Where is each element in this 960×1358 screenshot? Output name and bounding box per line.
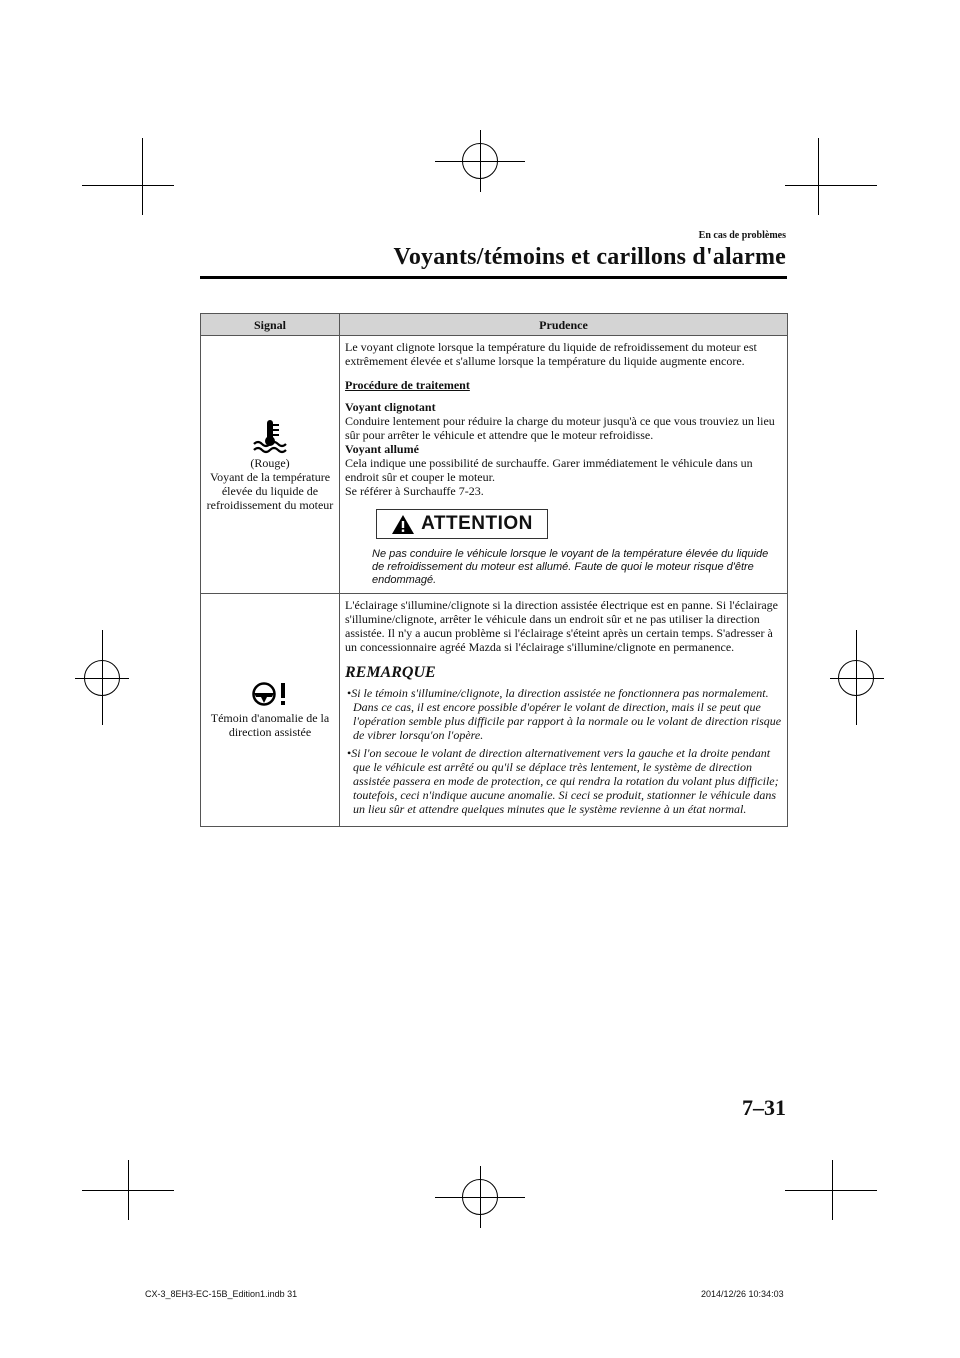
col-signal-header: Signal [201,314,340,336]
row1-intro: Le voyant clignote lorsque la température du liquide de refroidissement du moteur est extrêmement élevée et s'allume lorsque la température du liquide augmente encore. [345,340,757,368]
reference-text: Se référer à Surchauffe 7-23. [345,484,484,498]
bullet-dot: • [347,746,352,760]
attention-label: ATTENTION [421,513,533,534]
attention-text: Ne pas conduire le véhicule lorsque le voyant de la température élevée du liquide de refroidissement du moteur est allumé. Faute de quoi le moteur risque d'être endommagé. [372,548,769,586]
signal-cell [201,594,340,827]
title-rule [200,276,787,279]
signal-name: Voyant de la température élevée du liquide de refroidissement du moteur [206,469,334,512]
page-title: Voyants/témoins et carillons d'alarme [393,244,786,270]
footer-timestamp: 2014/12/26 10:34:03 [701,1289,784,1299]
on-text: Cela indique une possibilité de surchauffe. Garer immédiatement le véhicule dans un endroit sûr et couper le moteur. [345,456,753,484]
power-steering-warning-icon [250,681,290,707]
on-title: Voyant allumé [345,442,419,456]
attention-box [376,509,548,539]
procedure-title: Procédure de traitement [345,378,470,392]
warning-triangle-icon [391,514,415,535]
remarque-bullet [345,746,783,816]
warning-table [200,313,788,827]
prudence-cell [340,336,788,594]
col-prudence-header: Prudence [340,314,788,336]
row2-intro: L'éclairage s'illumine/clignote si la direction assistée électrique est en panne. Si l'éclairage s'illumine/clignote, arrêter le véhicule dans un endroit sûr et ne pas utiliser la direction assistée. Il n'y a aucun problème si l'éclairage s'éteint après un certain temps. S'adresser à un concessionnaire agréé Mazda si l'éclairage s'illumine/clignote en permanence. [345,598,778,654]
table-header [201,314,788,336]
blink-title: Voyant clignotant [345,400,436,414]
page-number: 7–31 [742,1095,786,1120]
bullet-dot: • [347,686,352,700]
blink-text: Conduire lentement pour réduire la charge du moteur jusqu'à ce que vous trouviez un lieu sûr pour arrêter le véhicule et attendre que le moteur refroidisse. [345,414,775,442]
signal-name: Témoin d'anomalie de la direction assistée [210,711,330,739]
remarque-title: REMARQUE [345,664,436,681]
signal-color: (Rouge) [250,455,290,470]
prudence-cell [340,594,788,827]
table-row [201,594,788,827]
table-row [201,336,788,594]
bullet-text: Si l'on secoue le volant de direction alternativement vers la gauche et la droite pendant que le véhicule est arrêté ou qu'il se déplace très lentement, le système de direction assistée passera en mode de protection, ce qui rendra la rotation du volant plus difficile; toutefois, ceci n'indique aucune anomalie. Si ceci se produit, stationner le véhicule dans un lieu sûr et attendre quelques minutes que le système revienne à un état normal. [351,746,779,816]
signal-cell [201,336,340,594]
remarque-bullet [345,686,783,742]
section-label: En cas de problèmes [698,230,786,241]
coolant-temperature-icon [250,418,290,454]
bullet-text: Si le témoin s'illumine/clignote, la direction assistée ne fonctionnera pas normalement. Dans ce cas, il est encore possible d'opérer le volant de direction, mais il se peut que l'opération semble plus difficile par rapport à la normale ou le volant de direction risque de vibrer lorsqu'on l'opère. [351,686,782,742]
footer-file: CX-3_8EH3-EC-15B_Edition1.indb 31 [145,1289,298,1299]
